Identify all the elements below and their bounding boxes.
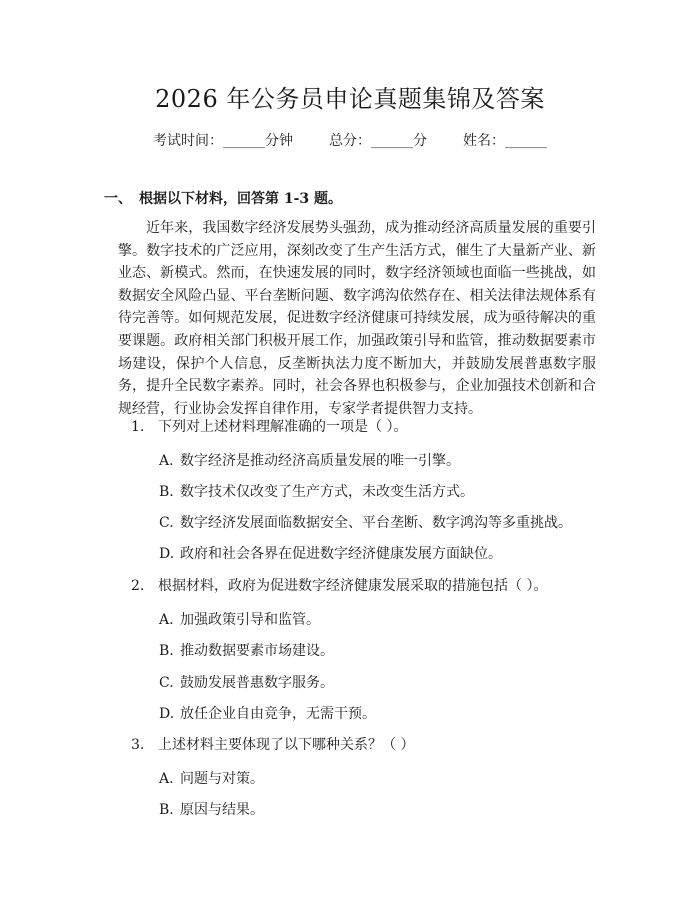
option-text: 数字经济发展面临数据安全、平台垄断、数字鸿沟等多重挑战。 <box>180 515 572 531</box>
option-text: 鼓励发展普惠数字服务。 <box>180 675 334 691</box>
section-heading <box>104 189 342 209</box>
option-letter: A. <box>159 612 174 628</box>
question-text: 上述材料主要体现了以下哪种关系？（ ） <box>158 737 415 753</box>
option-letter: D. <box>159 706 175 722</box>
question-text: 根据材料，政府为促进数字经济健康发展采取的措施包括（ ）。 <box>158 578 548 594</box>
question-3-option-a <box>159 769 264 789</box>
exam-score: 总分：______分 <box>329 133 427 149</box>
question-2 <box>131 576 547 596</box>
exam-time: 考试时间：______分钟 <box>153 133 293 149</box>
option-letter: C. <box>159 675 174 691</box>
question-2-option-b <box>159 641 334 661</box>
exam-name: 姓名：______ <box>463 133 547 149</box>
question-2-option-d <box>159 704 376 724</box>
exam-meta <box>0 131 700 151</box>
option-letter: A. <box>159 453 174 469</box>
option-text: 推动数据要素市场建设。 <box>180 643 334 659</box>
option-letter: D. <box>159 546 175 562</box>
question-3-option-b <box>159 800 264 820</box>
option-letter: C. <box>159 515 174 531</box>
option-text: 加强政策引导和监管。 <box>180 612 320 628</box>
option-text: 政府和社会各界在促进数字经济健康发展方面缺位。 <box>180 546 502 562</box>
question-number: 1. <box>131 419 145 435</box>
question-2-option-c <box>159 673 334 693</box>
section-number: 一、 <box>104 191 132 207</box>
option-letter: B. <box>159 802 174 818</box>
option-letter: A. <box>159 771 174 787</box>
option-text: 数字经济是推动经济高质量发展的唯一引擎。 <box>180 453 460 469</box>
option-text: 问题与对策。 <box>180 771 264 787</box>
question-2-option-a <box>159 610 320 630</box>
section-title: 根据以下材料，回答第 1-3 题。 <box>139 191 343 207</box>
question-1 <box>131 417 407 437</box>
question-1-option-b <box>159 482 474 502</box>
question-number: 2. <box>131 578 145 594</box>
option-letter: B. <box>159 643 174 659</box>
question-number: 3. <box>131 737 145 753</box>
material-paragraph: 近年来，我国数字经济发展势头强劲，成为推动经济高质量发展的重要引擎。数字技术的广泛应用，深刻改变了生产生活方式，催生了大量新产业、新业态、新模式。然而，在快速发展的同时，数字经济领域也面临一些挑战，如数据安全风险凸显、平台垄断问题、数字鸿沟依然存在、相关法律法规体系有待完善等。如何规范发展，促进数字经济健康可持续发展，成为亟待解决的重要课题。政府相关部门积极开展工作，加强政策引导和监管，推动数据要素市场建设，保护个人信息，反垄断执法力度不断加大，并鼓励发展普惠数字服务，提升全民数字素养。同时，社会各界也积极参与，企业加强技术创新和合规经营，行业协会发挥自律作用，专家学者提供智力支持。 <box>118 220 596 417</box>
question-1-option-a <box>159 451 460 471</box>
option-letter: B. <box>159 484 174 500</box>
option-text: 放任企业自由竞争，无需干预。 <box>180 706 376 722</box>
question-3 <box>131 735 414 755</box>
page-title: 2026 年公务员申论真题集锦及答案 <box>155 85 545 113</box>
option-text: 原因与结果。 <box>180 802 264 818</box>
question-1-option-d <box>159 544 502 564</box>
question-text: 下列对上述材料理解准确的一项是（ ）。 <box>158 419 408 435</box>
question-1-option-c <box>159 513 572 533</box>
option-text: 数字技术仅改变了生产方式，未改变生活方式。 <box>180 484 474 500</box>
